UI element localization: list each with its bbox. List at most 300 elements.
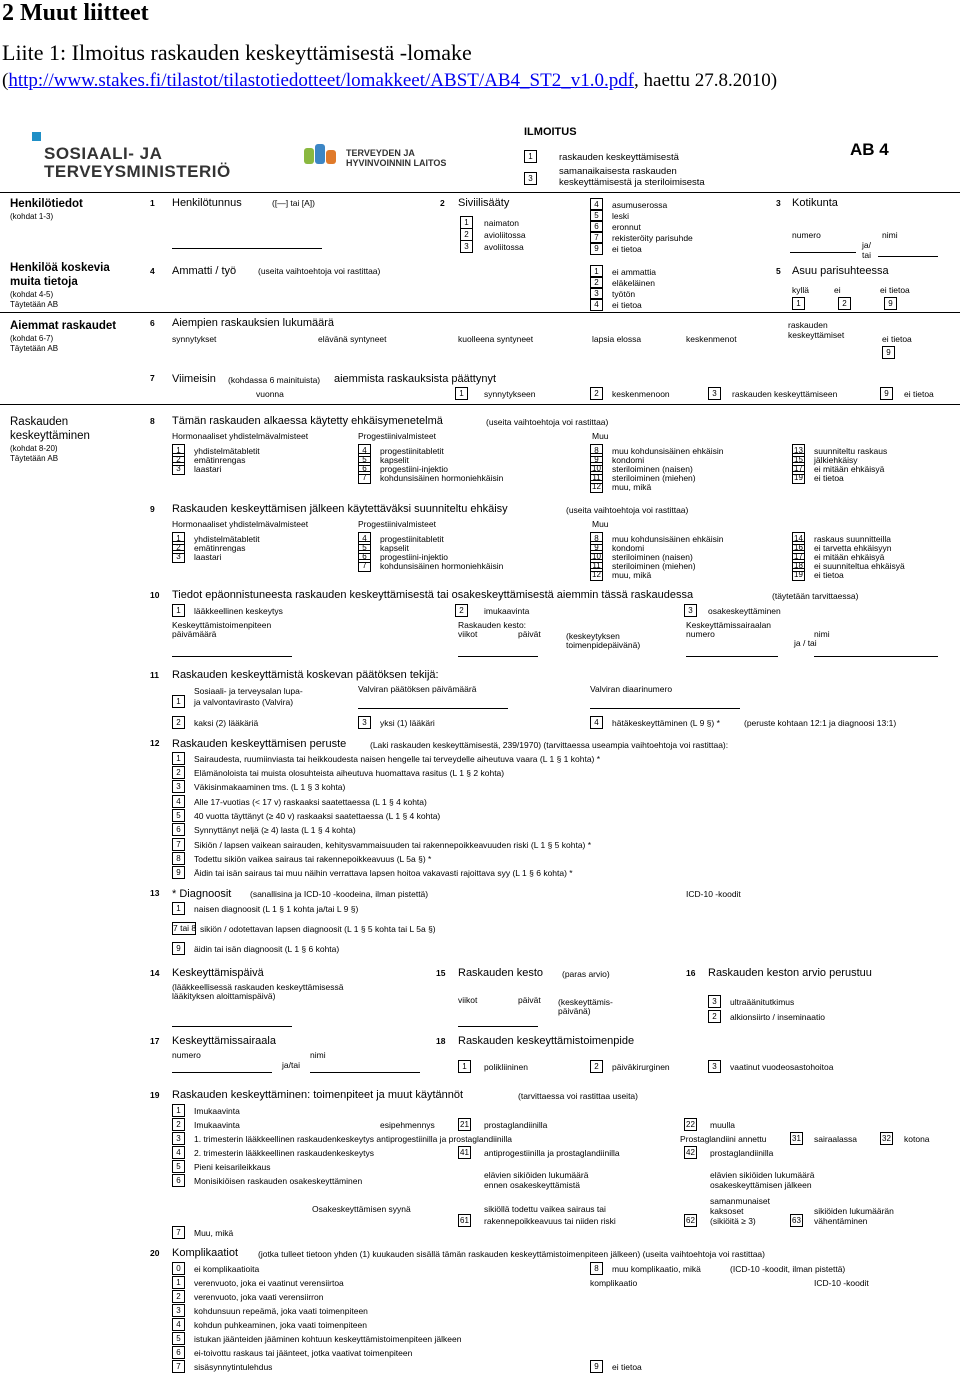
opt2-label-a: samanaikaisesta raskauden bbox=[559, 166, 677, 177]
form-text: päivänä) bbox=[558, 1006, 591, 1016]
q8-hint: (useita vaihtoehtoja voi rastittaa) bbox=[486, 417, 609, 427]
q3-numero-line[interactable] bbox=[790, 252, 856, 253]
q11-pvm-line[interactable] bbox=[358, 708, 508, 709]
q8-label: Tämän raskauden alkaessa käytetty ehkäisymenetelmä bbox=[172, 415, 443, 427]
q10-pvm-line[interactable] bbox=[172, 656, 292, 657]
form-text: kaksoset bbox=[710, 1206, 744, 1216]
q7-opt-3: raskauden keskeyttämiseen bbox=[732, 389, 838, 399]
side-henkilotiedot: Henkilötiedot bbox=[10, 198, 83, 210]
form-text: 21 bbox=[458, 1118, 471, 1131]
form-text: 19 bbox=[150, 1090, 160, 1100]
form-text: 20 bbox=[150, 1248, 160, 1258]
q1-input-line[interactable] bbox=[172, 248, 322, 249]
form-text: Raskauden keskeyttämistoimenpide bbox=[458, 1035, 635, 1047]
form-text: 9 bbox=[590, 453, 603, 466]
form-text: esipehmennys bbox=[380, 1120, 435, 1130]
form-text: toimenpidepäivänä) bbox=[566, 640, 641, 650]
form-text: ja / tai bbox=[794, 638, 817, 648]
form-text: 2 bbox=[455, 604, 468, 617]
form-text: Sairaudesta, ruumiinviasta tai heikkoudesta naisen hengelle tai terveydelle aiheutuva vaara (L 1 § 1 kohta) * bbox=[194, 754, 601, 764]
form-text: numero bbox=[686, 629, 715, 639]
form-text: 14 bbox=[150, 968, 160, 978]
q4-opt-1: ei ammattia bbox=[612, 267, 656, 277]
form-text: 8 bbox=[590, 1262, 603, 1275]
form-text: emätinrengas bbox=[194, 455, 246, 465]
form-text: 12 bbox=[590, 568, 603, 581]
logo-stm-line1: SOSIAALI- JA bbox=[44, 144, 163, 163]
form-text: (sikiöitä ≥ 3) bbox=[710, 1216, 756, 1226]
q6-raskauden: raskauden bbox=[788, 320, 828, 330]
form-text: 2 bbox=[590, 387, 603, 400]
form-text: ei tietoa bbox=[814, 570, 844, 580]
form-text: 9 bbox=[172, 866, 185, 879]
form-text: 6 bbox=[172, 823, 185, 836]
form-text: (peruste kohtaan 12:1 ja diagnoosi 13:1) bbox=[744, 718, 897, 728]
q2-opt-eronnut: eronnut bbox=[612, 222, 641, 232]
form-text: muu, mikä bbox=[612, 570, 652, 580]
form-text: 62 bbox=[684, 1214, 697, 1227]
form-text: muulla bbox=[710, 1120, 736, 1130]
form-text: 7 bbox=[590, 231, 603, 244]
form-text: 3 bbox=[172, 1132, 185, 1145]
q7-label: Viimeisin bbox=[172, 373, 216, 385]
q2-opt-avioliitossa: avioliitossa bbox=[484, 230, 526, 240]
form-text: 1 bbox=[590, 265, 603, 278]
form-text: viikot bbox=[458, 995, 478, 1005]
side-raskauden-sub: (kohdat 8-20) bbox=[10, 444, 58, 453]
q10-kesto-line[interactable] bbox=[458, 656, 538, 657]
q6-col-kuolleena: kuolleena syntyneet bbox=[458, 334, 534, 344]
form-text: 6 bbox=[150, 318, 155, 328]
form-text: Valviran diaarinumero bbox=[590, 684, 673, 694]
source-suffix: , haettu 27.8.2010) bbox=[634, 70, 778, 91]
form-text: 3 bbox=[524, 172, 537, 185]
q6-col-elavana: elävänä syntyneet bbox=[318, 334, 387, 344]
form-text: alkionsiirto / inseminaatio bbox=[730, 1012, 825, 1022]
q6-col-keskenmenot: keskenmenot bbox=[686, 334, 737, 344]
form-text: 7 bbox=[172, 1360, 185, 1373]
form-text: 3 bbox=[776, 198, 781, 208]
form-text: elävien sikiöiden lukumäärä bbox=[710, 1170, 815, 1180]
form-text: ja valvontavirasto (Valvira) bbox=[194, 697, 294, 707]
form-text: 7 tai 8 bbox=[173, 923, 197, 933]
form-text: ennen osakeskeyttämistä bbox=[484, 1180, 580, 1190]
form-text: (paras arvio) bbox=[562, 969, 610, 979]
form-text: muu, mikä bbox=[612, 482, 652, 492]
q13-label: * Diagnoosit bbox=[172, 888, 232, 900]
form-text: Raskauden kesto: bbox=[458, 620, 527, 630]
side-henkilotiedot-sub: (kohdat 1-3) bbox=[10, 212, 54, 221]
form-text: 1 bbox=[455, 387, 468, 400]
form-text: 8 bbox=[172, 852, 185, 865]
form-text: elävien sikiöiden lukumäärä bbox=[484, 1170, 589, 1180]
form-text: muu kohdunsisäinen ehkäisin bbox=[612, 534, 724, 544]
form-text: 1 bbox=[792, 297, 805, 310]
form-text: 2 bbox=[172, 541, 185, 554]
q11-diaari-line[interactable] bbox=[590, 708, 740, 709]
form-text: hätäkeskeyttäminen (L 9 §) * bbox=[612, 718, 720, 728]
form-text: 10 bbox=[150, 590, 160, 600]
form-text: 18 bbox=[792, 559, 805, 572]
q17-numero-line[interactable] bbox=[172, 1072, 272, 1073]
q3-nimi-line[interactable] bbox=[878, 256, 938, 257]
form-text: 6 bbox=[590, 220, 603, 233]
form-text: 16 bbox=[792, 541, 805, 554]
q7-opt-1: synnytykseen bbox=[484, 389, 536, 399]
form-text: 3 bbox=[358, 716, 371, 729]
form-text: 1 bbox=[172, 695, 185, 708]
q14-date-line[interactable] bbox=[172, 1026, 292, 1027]
q10-hint: (täytetään tarvittaessa) bbox=[772, 591, 859, 601]
form-text: 13 bbox=[150, 888, 160, 898]
form-text: 5 bbox=[172, 1332, 185, 1345]
form-text: 2 bbox=[172, 766, 185, 779]
form-text: sairaalassa bbox=[814, 1134, 857, 1144]
form-text: 15 bbox=[436, 968, 446, 978]
q6-label: Aiempien raskauksien lukumäärä bbox=[172, 317, 335, 329]
form-text: 17 bbox=[150, 1036, 160, 1046]
form-text: 4 bbox=[172, 795, 185, 808]
q4-opt-2: eläkeläinen bbox=[612, 278, 656, 288]
form-text: 10 bbox=[590, 462, 603, 475]
form-text: ei tietoa bbox=[612, 1362, 642, 1372]
q11-label: Raskauden keskeyttämistä koskevan päätöksen tekijä: bbox=[172, 669, 439, 681]
form-text: (sanallisina ja ICD-10 -koodeina, ilman pistettä) bbox=[250, 889, 429, 899]
form-text: ja/tai bbox=[282, 1060, 300, 1070]
side-aiemmat-sub: (kohdat 6-7) bbox=[10, 334, 54, 343]
form-text: 9 bbox=[880, 387, 893, 400]
form-text: Imukaavinta bbox=[194, 1106, 240, 1116]
form-text: nimi bbox=[814, 629, 830, 639]
form-text: 1 bbox=[172, 1104, 185, 1117]
form-text: Monisikiöisen raskauden osakeskeyttäminen bbox=[194, 1176, 363, 1186]
form-text: 8 bbox=[590, 444, 603, 457]
side-aiemmat-fill: Täytetään AB bbox=[10, 344, 59, 353]
divider bbox=[0, 192, 960, 193]
side-muita-sub: (kohdat 4-5) bbox=[10, 290, 54, 299]
form-text: sisäsynnytintulehdus bbox=[194, 1362, 273, 1372]
form-text: 32 bbox=[880, 1132, 893, 1145]
form-text: 7 bbox=[150, 373, 155, 383]
q6-keskeyttamiset: keskeyttämiset bbox=[788, 330, 845, 340]
ilmoitus-title: ILMOITUS bbox=[524, 126, 577, 138]
q12-label: Raskauden keskeyttämisen peruste bbox=[172, 738, 347, 750]
q2-opt-ei-tietoa: ei tietoa bbox=[612, 244, 642, 254]
form-text: 2 bbox=[708, 1010, 721, 1023]
form-text: (keskeytyksen bbox=[566, 631, 620, 641]
q6-col-synnytykset: synnytykset bbox=[172, 334, 217, 344]
q2-opt-leski: leski bbox=[612, 211, 630, 221]
form-text: päiväkirurginen bbox=[612, 1062, 670, 1072]
form-text: 7 bbox=[172, 1226, 185, 1239]
form-text: ei-toivottu raskaus tai jäänteet, jotka vaativat toimenpiteen bbox=[194, 1348, 413, 1358]
form-text: 9 bbox=[884, 297, 897, 310]
logo-thl-line2: HYVINVOINNIN LAITOS bbox=[346, 158, 447, 168]
form-text: 2 bbox=[460, 228, 473, 241]
q2-opt-rekisteroity: rekisteröity parisuhde bbox=[612, 233, 693, 243]
form-text: 7 bbox=[172, 838, 185, 851]
form-text: kohdunsuun repeämä, joka vaati toimenpiteen bbox=[194, 1306, 368, 1316]
form-text: (ICD-10 -koodit, ilman pistettä) bbox=[730, 1264, 846, 1274]
form-text: 3 bbox=[708, 1060, 721, 1073]
form-text: 0 bbox=[172, 1262, 185, 1275]
form-text: progestiinitabletit bbox=[380, 534, 444, 544]
q4-opt-3: työtön bbox=[612, 289, 636, 299]
form-text: 6 bbox=[172, 1346, 185, 1359]
form-text: päivämäärä bbox=[172, 629, 217, 639]
thl-logo-icon bbox=[304, 144, 340, 168]
form-ab4 bbox=[0, 118, 960, 1382]
form-text: sikiöllä todettu vaikea sairaus tai bbox=[484, 1204, 606, 1214]
form-text: viikot bbox=[458, 629, 478, 639]
form-text: Väkisinmakaaminen tms. (L 1 § 3 kohta) bbox=[194, 782, 346, 792]
q4-opt-4: ei tietoa bbox=[612, 300, 642, 310]
form-text: Keskeyttämissairaala bbox=[172, 1035, 276, 1047]
form-text: yhdistelmätabletit bbox=[194, 534, 260, 544]
form-text: Alle 17-vuotias (< 17 v) raskaaksi saatettaessa (L 1 § 4 kohta) bbox=[194, 797, 427, 807]
form-text: polikliininen bbox=[484, 1062, 528, 1072]
form-text: kapselit bbox=[380, 455, 409, 465]
page-title: Liite 1: Ilmoitus raskauden keskeyttämisestä -lomake bbox=[2, 40, 472, 65]
form-text: 9 bbox=[150, 504, 155, 514]
form-text: 4 bbox=[172, 1146, 185, 1159]
q7-opt-4: ei tietoa bbox=[904, 389, 934, 399]
form-text: 14 bbox=[792, 532, 805, 545]
form-text: 3 bbox=[172, 550, 185, 563]
form-text: sikiön / odotettavan lapsen diagnoosit (L 1 § 5 kohta tai L 5a §) bbox=[200, 924, 436, 934]
q1-hint: ([—] tai [A]) bbox=[272, 198, 315, 208]
form-text: kohdun puhkeaminen, joka vaati toimenpiteen bbox=[194, 1320, 367, 1330]
q6-ei-tietoa: ei tietoa bbox=[882, 334, 912, 344]
form-text: 3 bbox=[708, 387, 721, 400]
form-text: kondomi bbox=[612, 455, 645, 465]
form-text: 3 bbox=[460, 240, 473, 253]
form-text: suunniteltu raskaus bbox=[814, 446, 888, 456]
side-raskauden-b: keskeyttäminen bbox=[10, 430, 90, 442]
form-text: laastari bbox=[194, 464, 222, 474]
form-text: 16 bbox=[686, 968, 696, 978]
form-text: kotona bbox=[904, 1134, 930, 1144]
form-text: jälkiehkäisy bbox=[814, 455, 858, 465]
form-text: 19 bbox=[792, 568, 805, 581]
form-text: 6 bbox=[358, 550, 371, 563]
form-text: 1 bbox=[172, 752, 185, 765]
q10-label: Tiedot epäonnistuneesta raskauden keskeyttämisestä tai osakeskeyttämisestä aiemmin tässä raskaudessa bbox=[172, 589, 694, 601]
divider bbox=[0, 312, 960, 313]
q8-h3: Muu bbox=[592, 431, 609, 441]
form-text: 31 bbox=[790, 1132, 803, 1145]
q7-tail: aiemmista raskauksista päättynyt bbox=[334, 373, 497, 385]
form-text: 61 bbox=[458, 1214, 471, 1227]
form-text: 3 bbox=[172, 462, 185, 475]
form-text: Valviran päätöksen päivämäärä bbox=[358, 684, 477, 694]
form-text: (keskeyttämis- bbox=[558, 997, 613, 1007]
form-text: 4 bbox=[590, 198, 603, 211]
form-text: Keskeyttämispäivä bbox=[172, 967, 264, 979]
q6-col-lapsia: lapsia elossa bbox=[592, 334, 642, 344]
form-text: 11 bbox=[590, 471, 603, 484]
form-text: osakeskeyttäminen bbox=[708, 606, 781, 616]
form-text: kohdunsisäinen hormoniehkäisin bbox=[380, 561, 504, 571]
q10-nimi-line[interactable] bbox=[814, 656, 938, 657]
form-text: 8 bbox=[590, 532, 603, 545]
q2-opt-avoliitossa: avoliitossa bbox=[484, 242, 524, 252]
q8-h1: Hormonaaliset yhdistelmävalmisteet bbox=[172, 431, 309, 441]
form-text: 1 bbox=[172, 1276, 185, 1289]
form-text: 2 bbox=[590, 1060, 603, 1073]
form-text: Raskauden keston arvio perustuu bbox=[708, 967, 872, 979]
form-text: Prostaglandiini annettu bbox=[680, 1134, 767, 1144]
form-text: Komplikaatiot bbox=[172, 1247, 239, 1259]
form-text: Imukaavinta bbox=[194, 1120, 240, 1130]
source-link[interactable]: http://www.stakes.fi/tilastot/tilastotiedotteet/lomakkeet/ABST/AB4_ST2_v1.0.pdf bbox=[8, 70, 635, 91]
form-text: 2 bbox=[172, 1290, 185, 1303]
form-text: 17 bbox=[792, 550, 805, 563]
form-text: 5 bbox=[172, 809, 185, 822]
form-text: 1 bbox=[172, 902, 185, 915]
form-text: kondomi bbox=[612, 543, 645, 553]
form-text: naisen diagnoosit (L 1 § 1 kohta ja/tai L 9 §) bbox=[194, 904, 359, 914]
form-text: 41 bbox=[458, 1146, 471, 1159]
form-text: 5 bbox=[358, 541, 371, 554]
form-text: prostaglandiinilla bbox=[484, 1120, 548, 1130]
source-line: (http://www.stakes.fi/tilastot/tilastotiedotteet/lomakkeet/ABST/AB4_ST2_v1.0.pdf, haettu 27.8.2010) bbox=[2, 70, 778, 91]
side-muita-fill: Täytetään AB bbox=[10, 300, 59, 309]
q2-opt-naimaton: naimaton bbox=[484, 218, 519, 228]
form-text: 2 bbox=[172, 1118, 185, 1131]
logo-stm-line2: TERVEYSMINISTERIÖ bbox=[44, 162, 231, 181]
form-text: emätinrengas bbox=[194, 543, 246, 553]
q3-nimi: nimi bbox=[882, 230, 898, 240]
form-text: antiprogestiinilla ja prostaglandiinilla bbox=[484, 1148, 620, 1158]
form-text: Muu bbox=[592, 519, 609, 529]
form-text: 2 bbox=[172, 453, 185, 466]
form-text: lääkityksen aloittamispäivä) bbox=[172, 991, 276, 1001]
form-text: rakennepoikkeavuus tai niiden riski bbox=[484, 1216, 616, 1226]
form-text: Osakeskeyttämisen syynä bbox=[312, 1204, 411, 1214]
form-text: 3 bbox=[172, 1304, 185, 1317]
form-text: steriloiminen (miehen) bbox=[612, 561, 696, 571]
form-text: ICD-10 -koodit bbox=[814, 1278, 869, 1288]
form-text: 1 bbox=[172, 604, 185, 617]
form-text: kohdunsisäinen hormoniehkäisin bbox=[380, 473, 504, 483]
form-text: samanmunaiset bbox=[710, 1196, 771, 1206]
q17-nimi-line[interactable] bbox=[310, 1072, 420, 1073]
form-text: Keskeyttämissairaalan bbox=[686, 620, 772, 630]
form-text: 9 bbox=[590, 1360, 603, 1373]
q7-opt-2: keskenmenoon bbox=[612, 389, 670, 399]
form-text: ei suunniteltua ehkäisyä bbox=[814, 561, 905, 571]
form-text: steriloiminen (miehen) bbox=[612, 473, 696, 483]
form-text: imukaavinta bbox=[484, 606, 530, 616]
form-text: kaksi (2) lääkäriä bbox=[194, 718, 259, 728]
form-text: 2 bbox=[590, 276, 603, 289]
form-text: 12 bbox=[150, 738, 160, 748]
q5-label: Asuu parisuhteessa bbox=[792, 265, 889, 277]
form-text: Äidin tai isän sairaus tai muu näihin verrattava lapsen hoitoa vakavasti rajoittava syy (L 1 § 6 kohta) * bbox=[194, 868, 573, 878]
opt1-label: raskauden keskeyttämisestä bbox=[559, 152, 679, 163]
q9-label: Raskauden keskeyttämisen jälkeen käytettäväksi suunniteltu ehkäisy bbox=[172, 503, 508, 515]
q5-ei-tietoa: ei tietoa bbox=[880, 285, 910, 295]
form-text: komplikaatio bbox=[590, 1278, 638, 1288]
form-text: 1 bbox=[172, 444, 185, 457]
form-text: Synnyttänyt neljä (≥ 4) lasta (L 1 § 4 kohta) bbox=[194, 825, 356, 835]
opt2-label-b: keskeyttämisestä ja steriloimisesta bbox=[559, 177, 705, 188]
form-text: 9 bbox=[590, 242, 603, 255]
q3-ja-tai: ja/ tai bbox=[862, 240, 871, 260]
form-text: progestiini-injektio bbox=[380, 552, 449, 562]
form-text: 4 bbox=[358, 532, 371, 545]
form-text: 18 bbox=[436, 1036, 446, 1046]
q1-label: Henkilötunnus bbox=[172, 197, 242, 209]
q12-hint: (Laki raskauden keskeyttämisestä, 239/1970) (tarvittaessa useampia vaihtoehtoja voi rastittaa): bbox=[370, 740, 729, 750]
q5-kylla: kyllä bbox=[792, 285, 810, 295]
form-text: 42 bbox=[684, 1146, 697, 1159]
q8-h2: Progestiinivalmisteet bbox=[358, 431, 436, 441]
q4-hint: (useita vaihtoehtoja voi rastittaa) bbox=[258, 266, 381, 276]
q10-numero-line[interactable] bbox=[686, 656, 778, 657]
brand-square-icon bbox=[32, 132, 41, 141]
form-text: 1 bbox=[150, 198, 155, 208]
form-text: Pieni keisarileikkaus bbox=[194, 1162, 271, 1172]
form-text: 5 bbox=[776, 266, 781, 276]
form-text: 4 bbox=[590, 298, 603, 311]
q3-numero: numero bbox=[792, 230, 821, 240]
form-text: 10 bbox=[590, 550, 603, 563]
form-text: nimi bbox=[310, 1050, 326, 1060]
form-text: 2 bbox=[172, 716, 185, 729]
form-text: lääkkeellinen keskeytys bbox=[194, 606, 283, 616]
form-text: sikiöiden lukumäärän bbox=[814, 1206, 894, 1216]
form-text: 17 bbox=[792, 462, 805, 475]
form-text: 1 bbox=[524, 150, 537, 163]
form-text: progestiinitabletit bbox=[380, 446, 444, 456]
form-text: päivät bbox=[518, 995, 541, 1005]
form-text: 6 bbox=[358, 462, 371, 475]
logo-thl-line1: TERVEYDEN JA bbox=[346, 148, 415, 158]
form-text: Sikiön / lapsen vaikean sairauden, kehitysvammaisuuden tai rakennepoikkeavuuden riski (L 1 § 5 kohta) * bbox=[194, 840, 592, 850]
form-text: muu komplikaatio, mikä bbox=[612, 1264, 701, 1274]
form-text: 13 bbox=[792, 444, 805, 457]
q5-ei: ei bbox=[834, 285, 841, 295]
form-text: ei mitään ehkäisyä bbox=[814, 552, 885, 562]
q9-hint: (useita vaihtoehtoja voi rastittaa) bbox=[566, 505, 689, 515]
form-text: 15 bbox=[792, 453, 805, 466]
form-text: 11 bbox=[590, 559, 603, 572]
form-text: 3 bbox=[590, 287, 603, 300]
form-text: steriloiminen (naisen) bbox=[612, 464, 693, 474]
form-text: 2 bbox=[838, 297, 851, 310]
side-raskauden-fill: Täytetään AB bbox=[10, 454, 59, 463]
q7-mid: (kohdassa 6 mainituista) bbox=[228, 375, 321, 385]
form-text: 9 bbox=[172, 942, 185, 955]
form-text: 3 bbox=[708, 995, 721, 1008]
divider bbox=[0, 404, 960, 405]
form-text: 4 bbox=[172, 1318, 185, 1331]
form-text: istukan jäänteiden jääminen kohtuun keskeyttämistoimenpiteen jälkeen bbox=[194, 1334, 462, 1344]
q2-label: Siviilisääty bbox=[458, 197, 510, 209]
form-text: 1 bbox=[458, 1060, 471, 1073]
form-text: 19 bbox=[792, 471, 805, 484]
side-muita-b: muita tietoja bbox=[10, 276, 78, 288]
q15-line[interactable] bbox=[458, 1026, 538, 1027]
form-text: Hormonaaliset yhdistelmävalmisteet bbox=[172, 519, 309, 529]
q7-vuonna: vuonna bbox=[256, 389, 284, 399]
form-text: 2. trimesterin lääkkeellinen raskaudenkeskeytys bbox=[194, 1148, 375, 1158]
form-text: 1. trimesterin lääkkeellinen raskaudenkeskeytys antiprogestiinilla ja prostaglandiinilla bbox=[194, 1134, 512, 1144]
form-text: 5 bbox=[172, 1160, 185, 1173]
q4-label: Ammatti / työ bbox=[172, 265, 237, 277]
